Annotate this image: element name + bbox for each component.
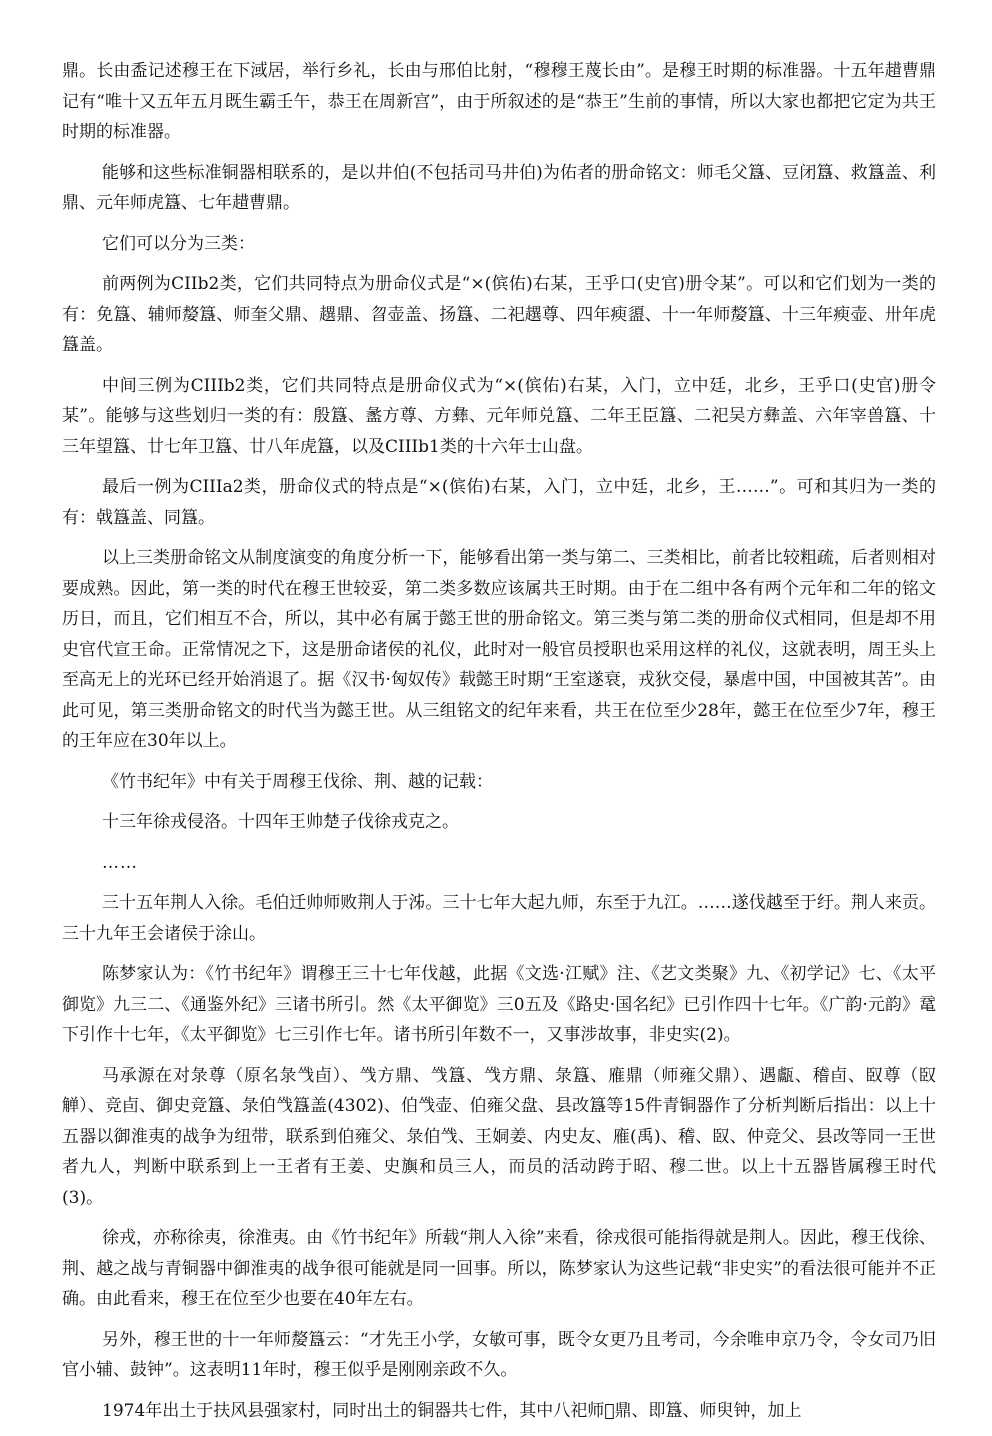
paragraph-continuation: 鼎。长由盉记述穆王在下淢居，举行乡礼，长由与邢伯比射，“穆穆王蔑长由”。是穆王时期的标准器。十五年趞曹鼎记有“唯十又五年五月既生霸壬午，恭王在周新宫”，由于所叙述的是“恭王”生前的事情，所以大家也都把它定为共王时期的标准器。 — [62, 61, 936, 142]
paragraph-1974-excavation: 1974年出土于扶风县强家村，同时出土的铜器共七件，其中八祀师𫊷鼎、即簋、师臾钟，加上 — [102, 1400, 802, 1421]
document-page — [62, 56, 936, 1436]
paragraph-category-three: 最后一例为CIIIa2类，册命仪式的特点是“×(傧佑)右某，入门，立中廷，北乡，王……”。可和其归为一类的有：㦸簋盖、同簋。 — [62, 477, 936, 528]
paragraph-xu-rong: 徐戎，亦称徐夷，徐淮夷。由《竹书纪年》所载“荆人入徐”来看，徐戎很可能指得就是荆人。因此，穆王伐徐、荆、越之战与青铜器中御淮夷的战争很可能就是同一回事。所以，陈梦家认为这些记载“非史实”的看法很可能并不正确。由此看来，穆王在位至少也要在40年左右。 — [62, 1228, 936, 1309]
paragraph-quote-year-35: 三十五年荆人入徐。毛伯迁帅师败荆人于泲。三十七年大起九师，东至于九江。……遂伐越至于纡。荆人来贡。三十九年王会诸侯于涂山。 — [62, 893, 936, 944]
paragraph-bamboo-annals-intro: 《竹书纪年》中有关于周穆王伐徐、荆、越的记载： — [102, 771, 493, 792]
paragraph-ma-chengyuan: 马承源在对彔尊（原名彔㦰卣）、㦰方鼎、㦰簋、㦰方鼎、彔簋、䧹鼎（师雍父鼎）、遇甗、稽卣、臤尊（臤觯）、竞卣、御史竞簋、彔伯㦰簋盖(4302)、伯㦰壶、伯雍父盘、县改簋等15件青铜器作了分析判断后指出：以上十五器以御淮夷的战争为纽带，联系到伯雍父、彔伯㦰、王姛姜、内史友、䧹(禹)、稽、臤、仲竞父、县改等同一王世者九人，判断中联系到上一王者有王姜、史旟和员三人，而员的活动跨于昭、穆二世。以上十五器皆属穆王时代(3)。 — [62, 1065, 936, 1208]
paragraph-quote-year-13: 十三年徐戎侵洛。十四年王帅楚子伐徐戎克之。 — [102, 812, 459, 832]
paragraph-category-one: 前两例为CIIb2类，它们共同特点为册命仪式是“×(傧佑)右某，王乎口(史官)册令某”。可以和它们划为一类的有：免簋、辅师嫠簋、师奎父鼎、趩鼎、曶壶盖、扬簋、二祀趩尊、四年瘐盨、十一年师嫠簋、十三年瘐壶、卅年虎簋盖。 — [62, 274, 936, 355]
paragraph-chen-mengjia: 陈梦家认为：《竹书纪年》谓穆王三十七年伐越，此据《文选·江赋》注、《艺文类聚》九、《初学记》七、《太平御览》九三二、《通鉴外纪》三诸书所引。然《太平御览》三0五及《路史·国名纪》已引作四十七年。《广韵·元韵》鼋下引作十七年，《太平御览》七三引作七年。诸书所引年数不一，又事涉故事，非史实(2)。 — [62, 964, 936, 1045]
paragraph-category-two: 中间三例为CIIIb2类，它们共同特点是册命仪式为“×(傧佑)右某，入门，立中廷，北乡，王乎口(史官)册令某”。能够与这些划归一类的有：殷簋、盠方尊、方彝、元年师兑簋、二年王臣簋、二祀吴方彝盖、六年宰兽簋、十三年望簋、廿七年卫簋、廿八年虎簋，以及CIIIb1类的十六年士山盘。 — [62, 375, 936, 457]
paragraph-jingbo-inscriptions: 能够和这些标准铜器相联系的，是以井伯(不包括司马井伯)为佑者的册命铭文：师毛父簋、豆闭簋、救簋盖、利鼎、元年师虎簋、七年趞曹鼎。 — [62, 162, 936, 213]
paragraph-ellipsis: …… — [102, 852, 138, 873]
paragraph-analysis: 以上三类册命铭文从制度演变的角度分析一下，能够看出第一类与第二、三类相比，前者比较粗疏，后者则相对要成熟。因此，第一类的时代在穆王世较妥，第二类多数应该属共王时期。由于在二组中各有两个元年和二年的铭文历日，而且，它们相互不合，所以，其中必有属于懿王世的册命铭文。第三类与第二类的册命仪式相同，但是却不用史官代宣王命。正常情况之下，这是册命诸侯的礼仪，此时对一般官员授职也采用这样的礼仪，这就表明，周王头上至高无上的光环已经开始消退了。据《汉书·匈奴传》载懿王时期“王室遂衰，戎狄交侵，暴虐中国，中国被其苦”。由此可见，第三类册命铭文的时代当为懿王世。从三组铭文的纪年来看，共王在位至少28年，懿王在位至少7年，穆王的王年应在30年以上。 — [62, 548, 936, 751]
paragraph-three-categories: 它们可以分为三类： — [102, 233, 255, 254]
paragraph-shi-li-gui: 另外，穆王世的十一年师嫠簋云：“才先王小学，女敏可事，既令女更乃且考司，今余唯申京乃令，令女司乃旧官小辅、鼓钟”。这表明11年时，穆王似乎是刚刚亲政不久。 — [62, 1329, 936, 1380]
